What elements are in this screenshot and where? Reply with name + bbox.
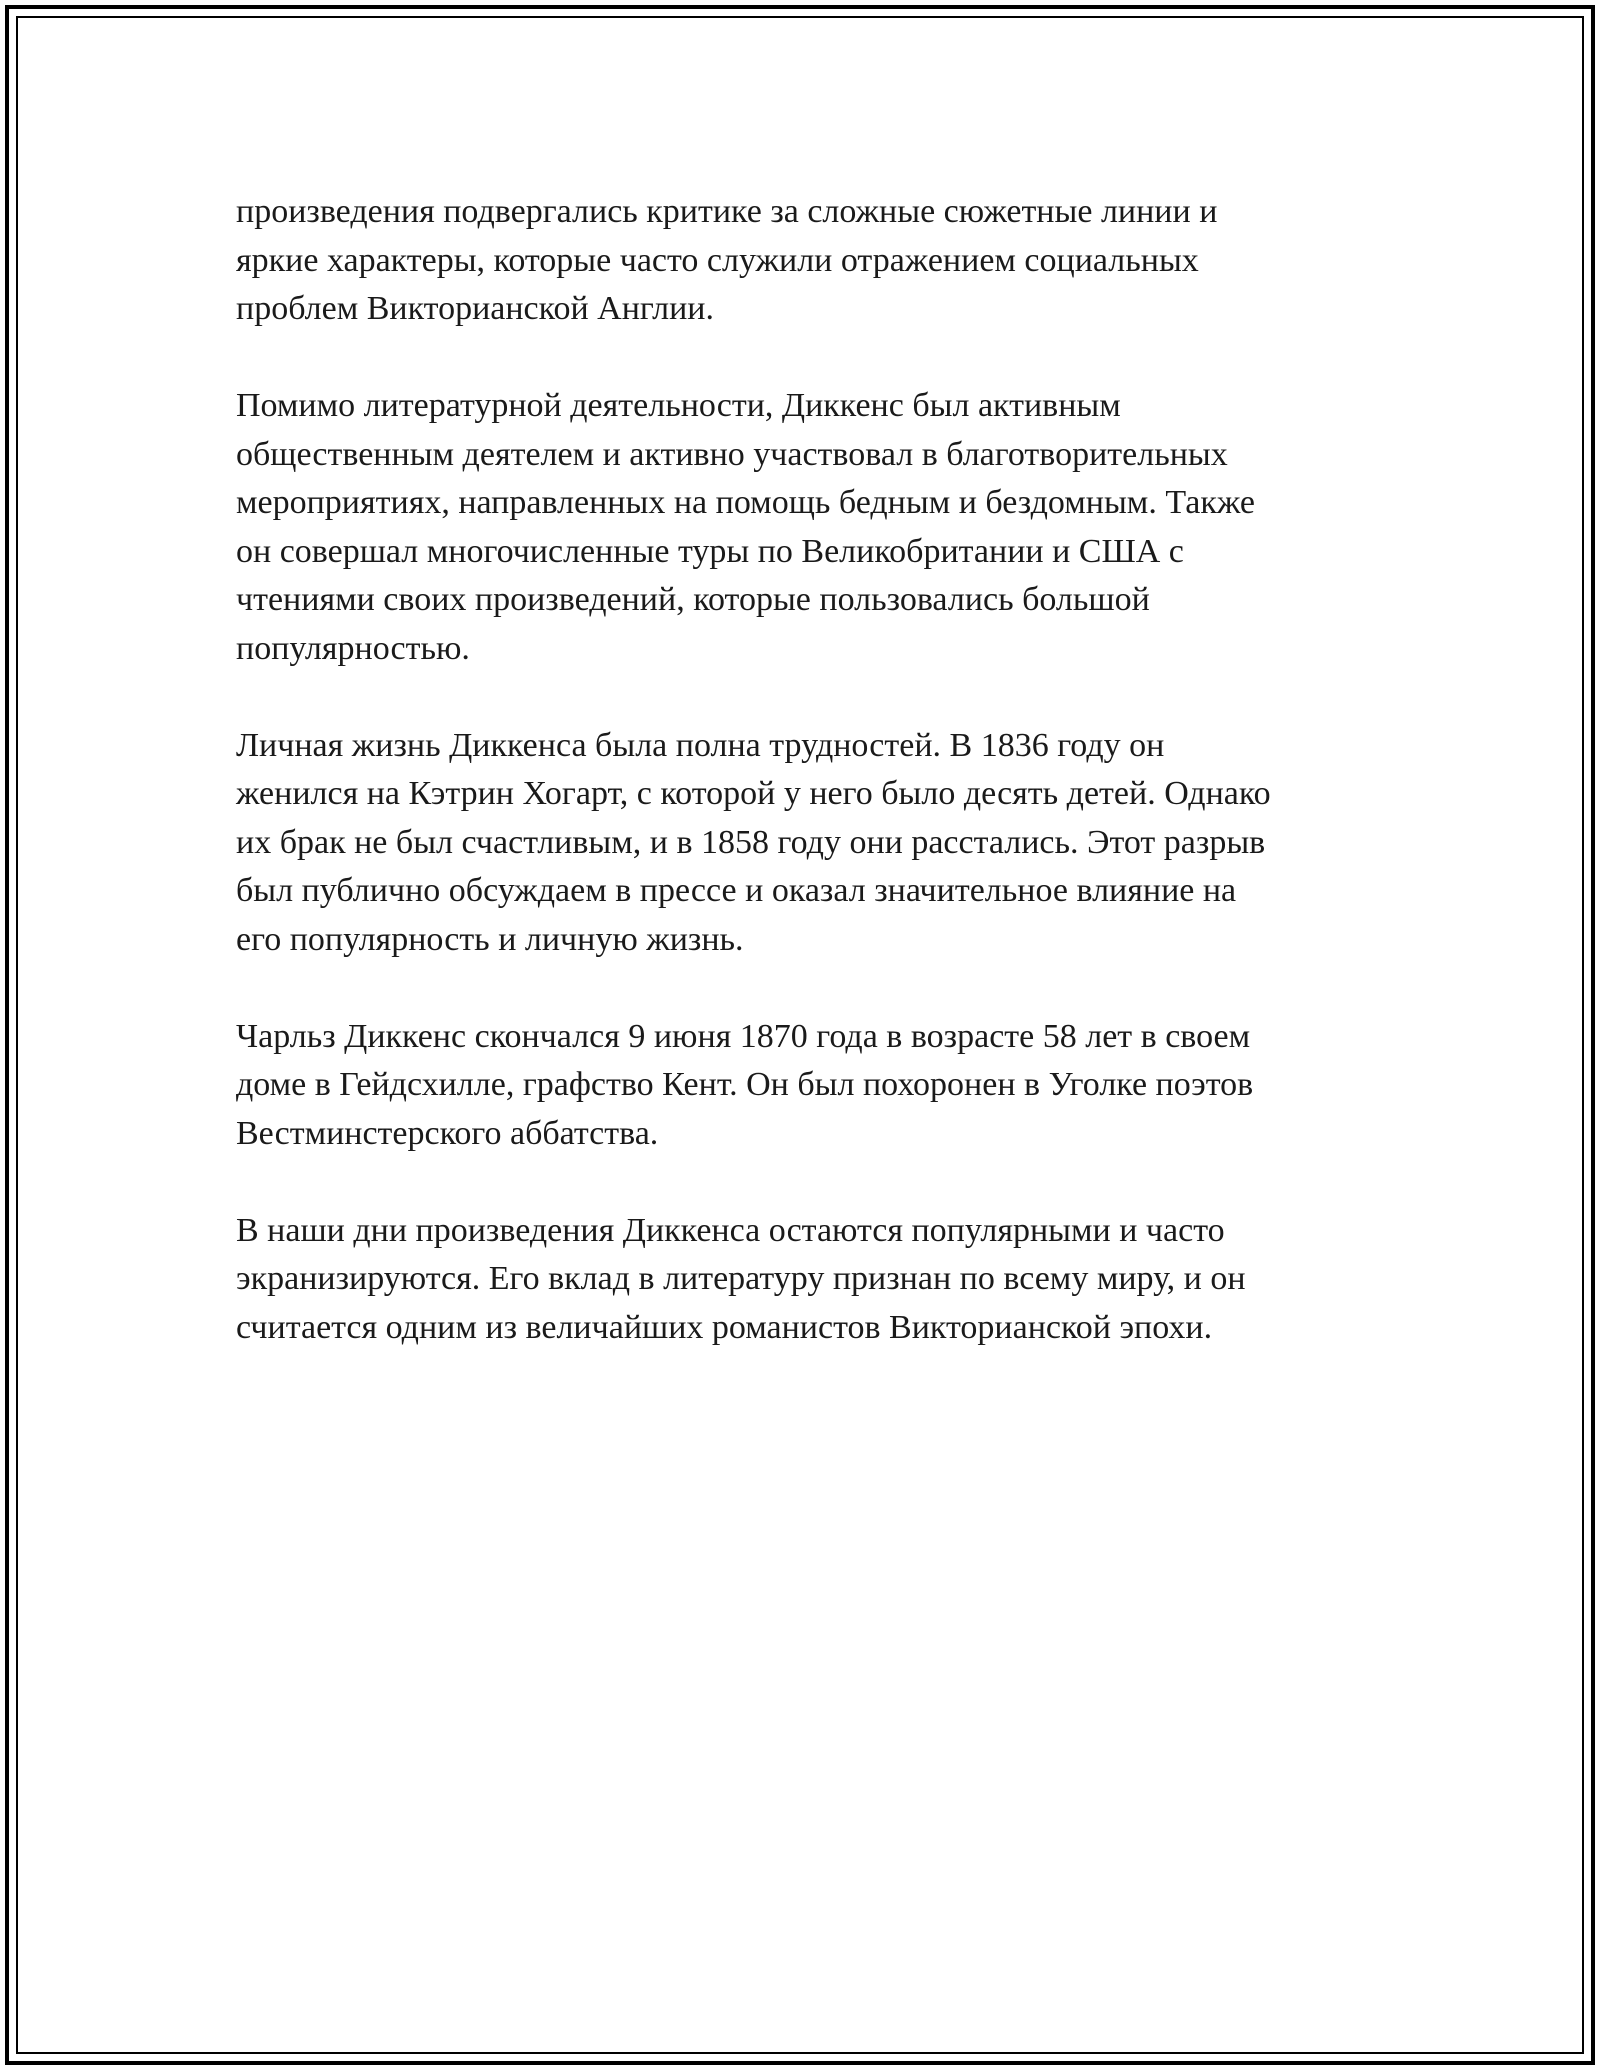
paragraph-criticism: произведения подвергались критике за сложные сюжетные линии и яркие характеры, которые часто служили отражением социальных проблем Викторианской Англии.	[236, 193, 1218, 327]
paragraph-legacy: В наши дни произведения Диккенса остаются популярными и часто экранизируются. Его вклад в литературу признан по всему миру, и он считается одним из величайших романистов Викторианской эпохи.	[236, 1211, 1246, 1346]
paragraph-public-activity: Помимо литературной деятельности, Диккенс был активным общественным деятелем и активно участвовал в благотворительных мероприятиях, направленных на помощь бедным и бездомным. Также он совершал многочисленные туры по Великобритании и США с чтениями своих произведений, которые пользовались большой популярностью.	[236, 387, 1255, 667]
paragraph-death: Чарльз Диккенс скончался 9 июня 1870 года в возрасте 58 лет в своем доме в Гейдсхилле, графство Кент. Он был похоронен в Уголке поэтов Вестминстерского аббатства.	[236, 1017, 1254, 1152]
document-body	[236, 188, 1386, 1401]
paragraph-personal-life: Личная жизнь Диккенса была полна трудностей. В 1836 году он женился на Кэтрин Хогарт, с которой у него было десять детей. Однако их брак не был счастливым, и в 1858 году они расстались. Этот разрыв был публично обсуждаем в прессе и оказал значительное влияние на его популярность и личную жизнь.	[236, 726, 1271, 958]
